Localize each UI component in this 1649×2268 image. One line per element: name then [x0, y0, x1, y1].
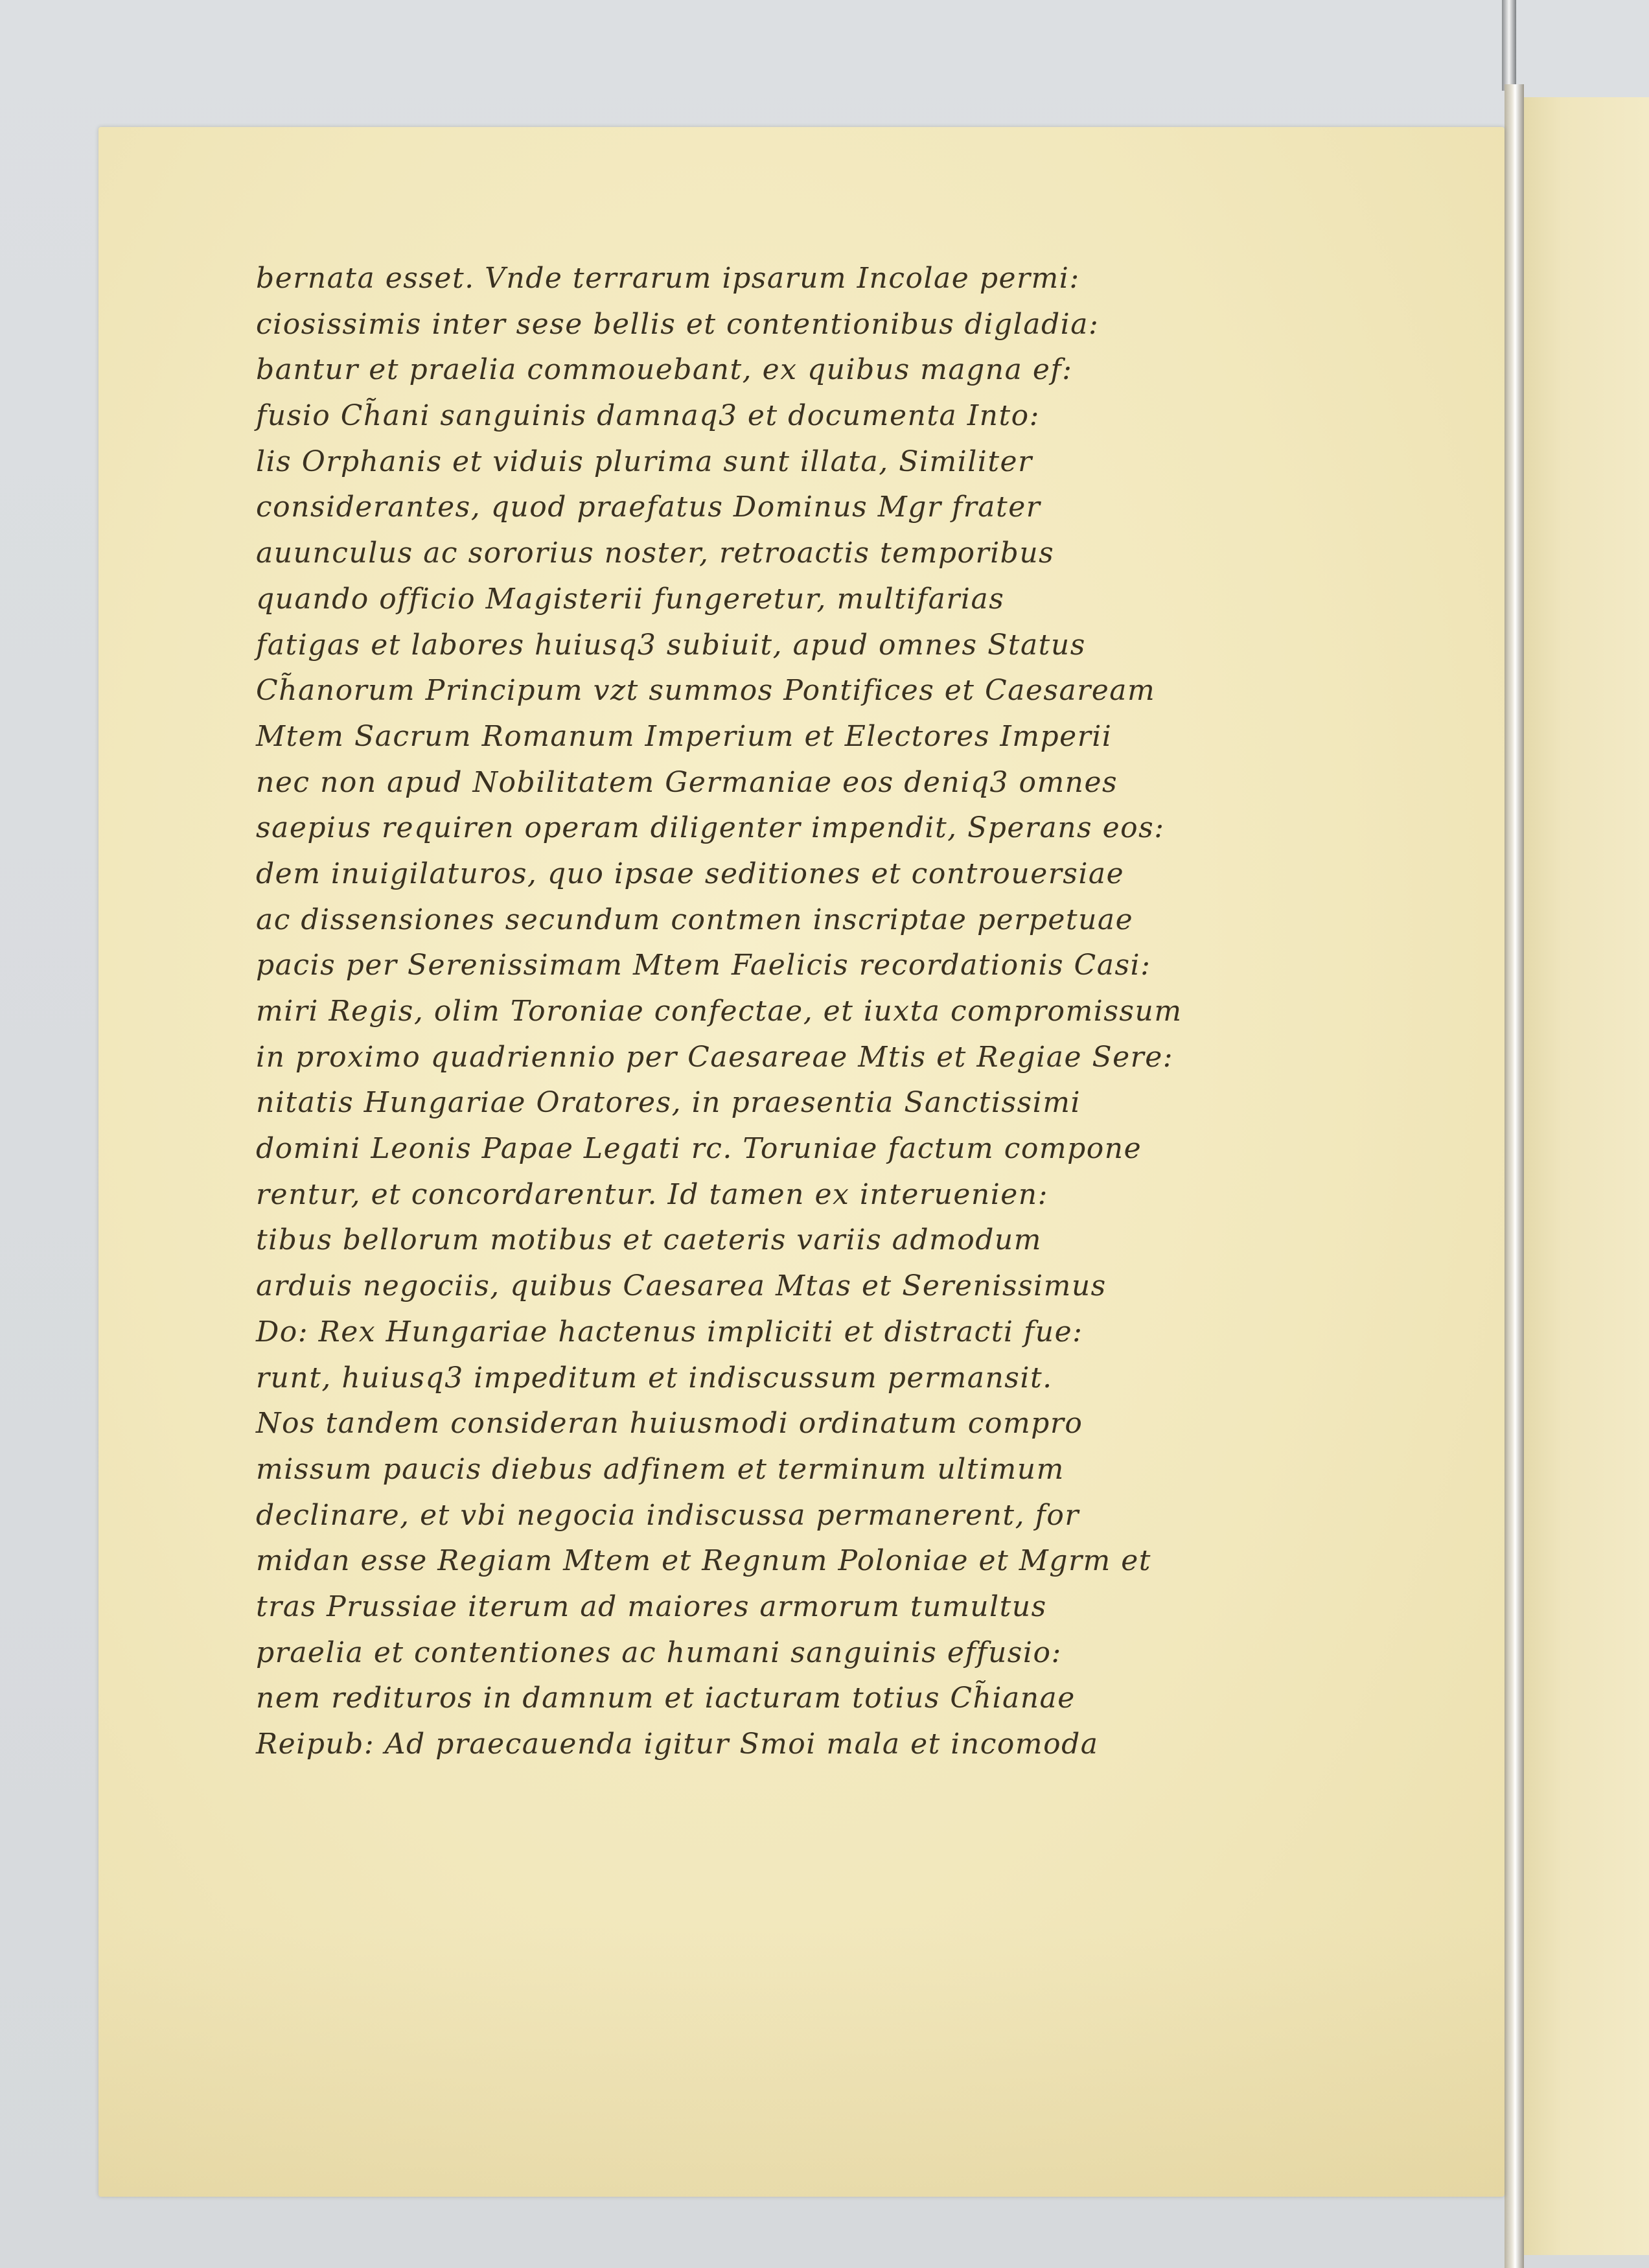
text-line: pacis per Serenissimam Mtem Faelicis recordationis Casi: [256, 949, 1151, 982]
text-line: domini Leonis Papae Legati rc. Toruniae factum compone [256, 1132, 1142, 1166]
text-line: rentur, et concordarentur. Id tamen ex interuenien: [256, 1177, 1048, 1211]
text-line: praelia et contentiones ac humani sanguinis effusio: [256, 1636, 1062, 1669]
text-line: declinare, et vbi negocia indiscussa permanerent, for [256, 1498, 1079, 1532]
text-line: Mtem Sacrum Romanum Imperium et Electores Imperii [256, 719, 1113, 753]
text-line: lis Orphanis et viduis plurima sunt illata, Similiter [256, 445, 1033, 478]
manuscript-text [256, 256, 1319, 1768]
text-line: Nos tandem consideran huiusmodi ordinatum compro [256, 1407, 1083, 1441]
text-line: runt, huiusq3 impeditum et indiscussum permansit. [256, 1361, 1053, 1394]
text-line: saepius requiren operam diligenter impendit, Sperans eos: [256, 811, 1165, 845]
text-line: arduis negociis, quibus Caesarea Mtas et Serenissimus [256, 1269, 1107, 1303]
text-line: in proximo quadriennio per Caesareae Mtis et Regiae Sere: [256, 1040, 1174, 1074]
text-line: Ch̃anorum Principum vzt summos Pontifices et Caesaream [256, 674, 1156, 708]
text-line: dem inuigilaturos, quo ipsae seditiones et controuersiae [256, 857, 1125, 890]
text-line: considerantes, quod praefatus Dominus Mgr frater [256, 491, 1041, 524]
facing-page-edge [1524, 97, 1649, 2255]
text-line: miri Regis, olim Toroniae confectae, et iuxta compromissum [256, 995, 1182, 1028]
text-line: quando officio Magisterii fungeretur, multifarias [256, 582, 1005, 616]
text-line: Do: Rex Hungariae hactenus impliciti et distracti fue: [256, 1315, 1083, 1348]
text-line: fusio Ch̃ani sanguinis damnaq3 et documenta Into: [256, 399, 1040, 433]
book-gutter [1505, 84, 1524, 2268]
text-line: nem redituros in damnum et iacturam totius Ch̃ianae [256, 1682, 1076, 1715]
text-line: tibus bellorum motibus et caeteris variis admodum [256, 1223, 1042, 1257]
text-line: ac dissensiones secundum contmen inscriptae perpetuae [256, 903, 1134, 936]
text-line: bantur et praelia commouebant, ex quibus magna ef: [256, 353, 1073, 387]
text-line: fatigas et labores huiusq3 subiuit, apud omnes Status [256, 628, 1086, 662]
text-line: nitatis Hungariae Oratores, in praesentia Sanctissimi [256, 1086, 1081, 1120]
text-line: tras Prussiae iterum ad maiores armorum tumultus [256, 1590, 1047, 1623]
text-line: auunculus ac sororius noster, retroactis temporibus [256, 537, 1055, 570]
text-line: Reipub: Ad praecauenda igitur Smoi mala et incomoda [256, 1728, 1099, 1761]
text-line: missum paucis diebus adfinem et terminum ultimum [256, 1452, 1065, 1486]
text-line: ciosissimis inter sese bellis et contentionibus digladia: [256, 307, 1100, 341]
text-line: bernata esset. Vnde terrarum ipsarum Incolae permi: [256, 262, 1080, 295]
text-line: midan esse Regiam Mtem et Regnum Poloniae et Mgrm et [256, 1544, 1151, 1578]
text-line: nec non apud Nobilitatem Germaniae eos deniq3 omnes [256, 765, 1118, 799]
page-stain [98, 1925, 1505, 2197]
binding-rod [1502, 0, 1516, 91]
